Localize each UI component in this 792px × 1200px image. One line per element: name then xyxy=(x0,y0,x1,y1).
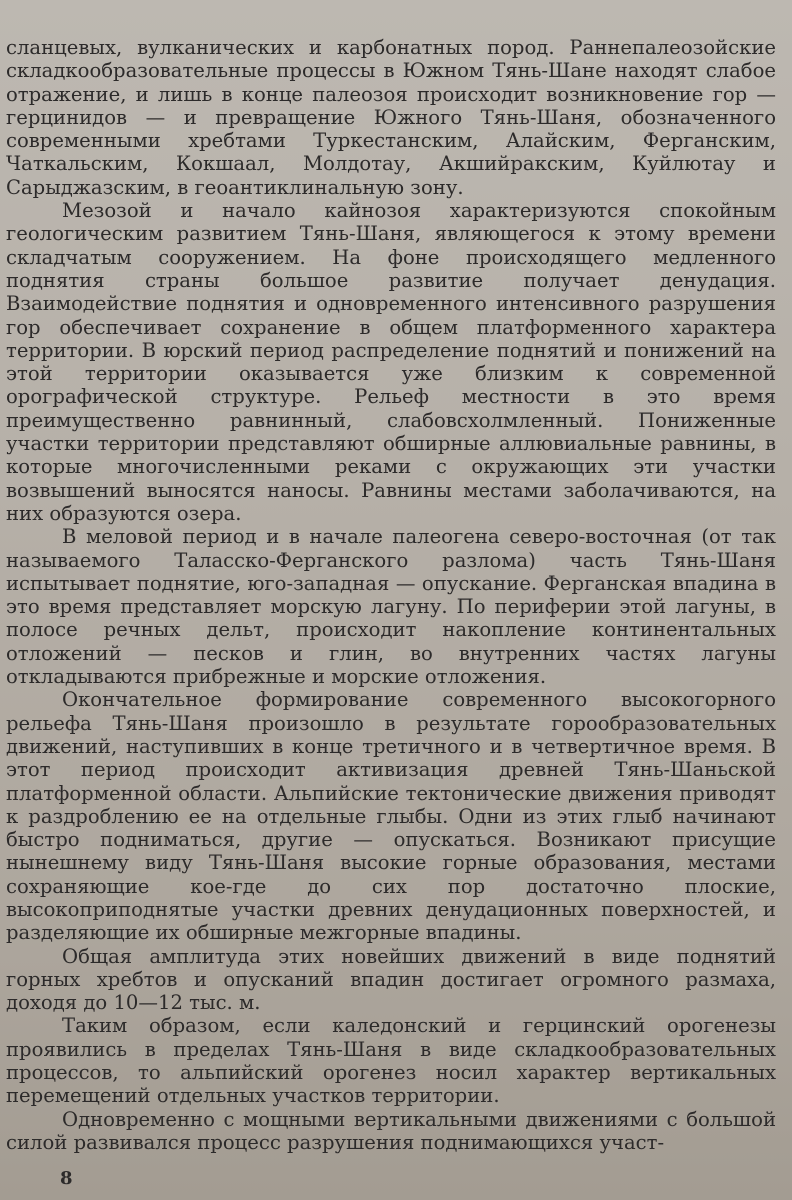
body-text xyxy=(6,36,776,1154)
paragraph-2: Мезозой и начало кайнозоя характеризуются спокойным геологическим развитием Тянь-Шаня, являющегося к этому времени складчатым сооружением. На фоне происходящего медленного поднятия страны большое развитие получает денудация. Взаимодействие поднятия и одновременного интенсивного разрушения гор обеспечивает сохранение в общем платформенного характера территории. В юрский период распределение поднятий и понижений на этой территории оказывается уже близким к современной орографической структуре. Рельеф местности в это время преимущественно равнинный, слабовсхолмленный. Пониженные участки территории представляют обширные аллювиальные равнины, в которые многочисленными реками с окружающих эти участки возвышений выносятся наносы. Равнины местами заболачиваются, на них образуются озера. xyxy=(6,199,776,525)
paragraph-3: В меловой период и в начале палеогена северо-восточная (от так называемого Таласско-Ферганского разлома) часть Тянь-Шаня испытывает поднятие, юго-западная — опускание. Ферганская впадина в это время представляет морскую лагуну. По периферии этой лагуны, в полосе речных дельт, происходит накопление континентальных отложений — песков и глин, во внутренних частях лагуны откладываются прибрежные и морские отложения. xyxy=(6,525,776,689)
page-number: 8 xyxy=(60,1168,73,1189)
paragraph-4: Окончательное формирование современного высокогорного рельефа Тянь-Шаня произошло в результате горообразовательных движений, наступивших в конце третичного и в четвертичное время. В этот период происходит активизация древней Тянь-Шаньской платформенной области. Альпийские тектонические движения приводят к раздроблению ее на отдельные глыбы. Одни из этих глыб начинают быстро подниматься, другие — опускаться. Возникают присущие нынешнему виду Тянь-Шаня высокие горные образования, местами сохраняющие кое-где до сих пор достаточно плоские, высокоприподнятые участки древних денудационных поверхностей, и разделяющие их обширные межгорные впадины. xyxy=(6,688,776,945)
paragraph-7: Одновременно с мощными вертикальными движениями с большой силой развивался процесс разрушения поднимающихся участ- xyxy=(6,1107,776,1154)
paragraph-1: сланцевых, вулканических и карбонатных пород. Раннепалеозойские складкообразовательные процессы в Южном Тянь-Шане находят слабое отражение, и лишь в конце палеозоя происходит возникновение гор — герцинидов — и превращение Южного Тянь-Шаня, обозначенного современными хребтами Туркестанским, Алайским, Ферганским, Чаткальским, Кокшаал, Молдотау, Акшийракским, Куйлютау и Сарыджазским, в геоантиклинальную зону. xyxy=(6,36,776,199)
paragraph-5: Общая амплитуда этих новейших движений в виде поднятий горных хребтов и опусканий впадин достигает огромного размаха, доходя до 10—12 тыс. м. xyxy=(6,944,776,1015)
paragraph-6: Таким образом, если каледонский и герцинский орогенезы проявились в пределах Тянь-Шаня в виде складкообразовательных процессов, то альпийский орогенез носил характер вертикальных перемещений отдельных участков территории. xyxy=(6,1014,776,1108)
